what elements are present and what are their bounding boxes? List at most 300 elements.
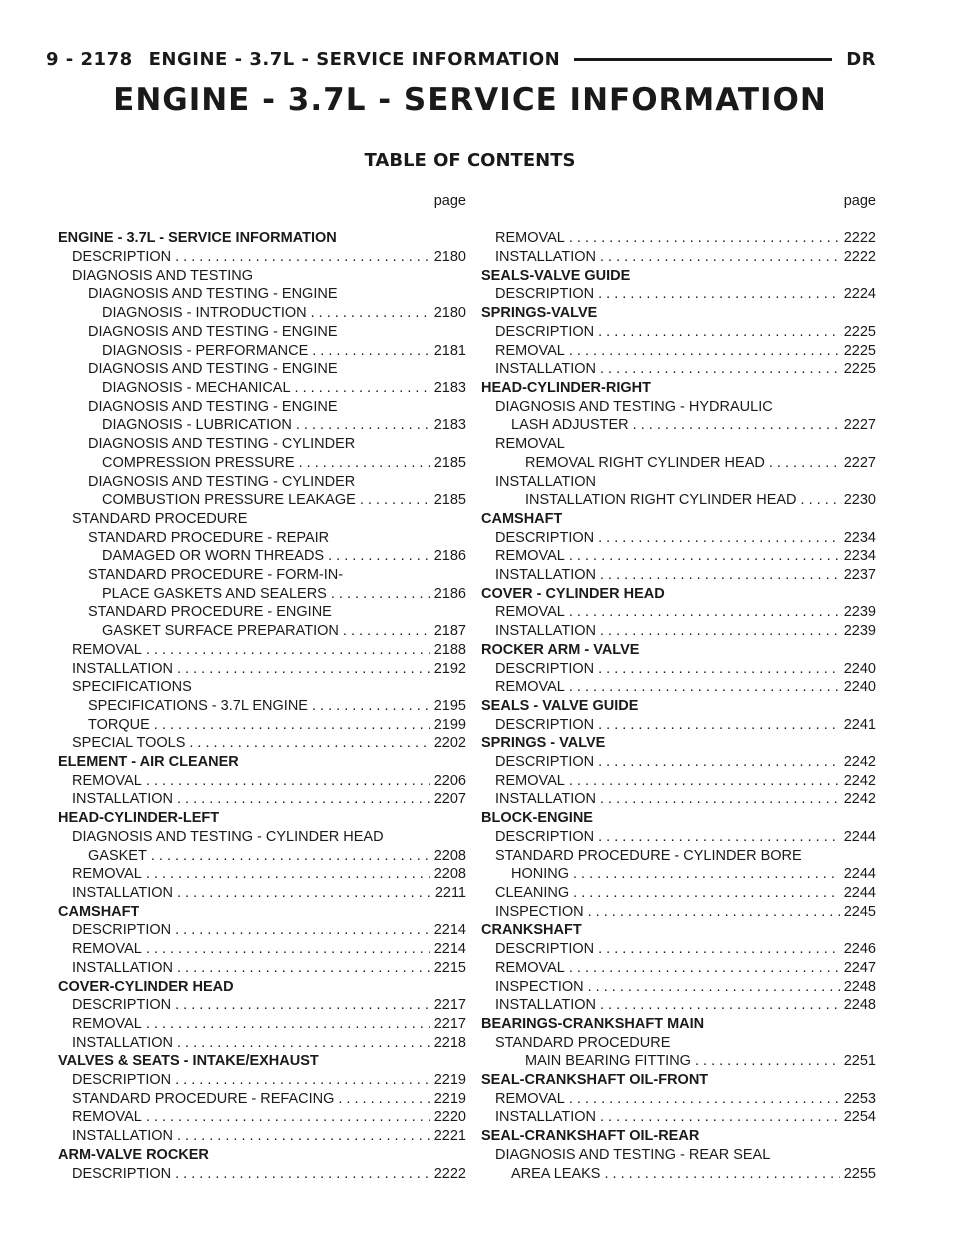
toc-entry[interactable] <box>481 978 876 997</box>
toc-entry-title: STANDARD PROCEDURE - ENGINE <box>88 604 332 621</box>
toc-entry[interactable] <box>481 547 876 566</box>
toc-entry-page: 2224 <box>843 286 876 303</box>
toc-entry-page: 2225 <box>843 323 876 340</box>
toc-entry[interactable] <box>481 435 876 454</box>
toc-entry[interactable] <box>58 603 466 622</box>
toc-entry-page: 2244 <box>843 884 876 901</box>
toc-entry-title: STANDARD PROCEDURE - FORM-IN- <box>88 567 344 584</box>
toc-entry-title: MAIN BEARING FITTING <box>525 1053 691 1070</box>
toc-left-list <box>58 229 466 1183</box>
toc-entry-title: DIAGNOSIS AND TESTING - CYLINDER HEAD <box>72 828 384 845</box>
toc-entry-page: 2251 <box>843 1053 876 1070</box>
toc-entry-title: AREA LEAKS <box>511 1165 601 1182</box>
toc-entry-title: REMOVAL <box>495 436 565 453</box>
toc-entry[interactable] <box>481 641 876 660</box>
toc-leader-dots <box>600 790 840 809</box>
toc-leader-dots <box>600 360 840 379</box>
toc-entry-page: 2215 <box>433 959 466 976</box>
toc-entry[interactable] <box>58 323 466 342</box>
page-column-label: page <box>843 193 876 209</box>
toc-entry-title: DESCRIPTION <box>72 1165 172 1182</box>
toc-leader-dots <box>604 1165 839 1184</box>
toc-entry[interactable] <box>58 921 466 940</box>
toc-entry-page: 2254 <box>843 1109 876 1126</box>
toc-entry-title: REMOVAL <box>495 772 565 789</box>
toc-entry[interactable] <box>58 342 466 361</box>
toc-leader-dots <box>695 1052 840 1071</box>
toc-entry[interactable] <box>481 734 876 753</box>
toc-entry[interactable] <box>481 678 876 697</box>
toc-entry-title: DESCRIPTION <box>72 1072 172 1089</box>
toc-entry-title: DESCRIPTION <box>495 323 595 340</box>
toc-entry-page: 2219 <box>433 1090 466 1107</box>
toc-leader-dots <box>598 940 840 959</box>
toc-entry[interactable] <box>58 678 466 697</box>
toc-entry-title: SEAL-CRANKSHAFT OIL-REAR <box>481 1128 700 1145</box>
toc-entry-page: 2225 <box>843 342 876 359</box>
toc-entry[interactable] <box>481 267 876 286</box>
toc-entry[interactable] <box>481 1034 876 1053</box>
toc-entry[interactable] <box>58 1071 466 1090</box>
toc-entry-page: 2188 <box>433 641 466 658</box>
toc-leader-dots <box>189 734 429 753</box>
toc-leader-dots <box>175 921 430 940</box>
toc-entry-title: ROCKER ARM - VALVE <box>481 641 640 658</box>
toc-leader-dots <box>569 229 840 248</box>
toc-entry-title: REMOVAL <box>495 230 565 247</box>
toc-leader-dots <box>600 996 840 1015</box>
toc-entry[interactable] <box>481 1146 876 1165</box>
toc-entry-page: 2208 <box>433 866 466 883</box>
toc-entry[interactable] <box>481 1108 876 1127</box>
toc-leader-dots <box>569 603 840 622</box>
toc-entry-title: INSTALLATION <box>72 884 173 901</box>
toc-entry-page: 2242 <box>843 754 876 771</box>
toc-entry-page: 2222 <box>843 249 876 266</box>
toc-entry[interactable] <box>58 697 466 716</box>
toc-entry-page: 2180 <box>433 249 466 266</box>
toc-entry-title: SPRINGS - VALVE <box>481 735 606 752</box>
toc-entry-page: 2225 <box>843 361 876 378</box>
header-rule <box>574 58 832 61</box>
toc-entry-title: CAMSHAFT <box>481 510 563 527</box>
toc-entry[interactable] <box>481 697 876 716</box>
toc-entry-page: 2208 <box>433 847 466 864</box>
toc-entry[interactable] <box>481 660 876 679</box>
toc-entry[interactable] <box>58 529 466 548</box>
toc-entry-page: 2214 <box>433 941 466 958</box>
toc-entry-title: REMOVAL <box>72 772 142 789</box>
toc-entry-page: 2185 <box>433 492 466 509</box>
toc-entry-title: DESCRIPTION <box>495 660 595 677</box>
toc-entry-title: STANDARD PROCEDURE <box>495 1034 671 1051</box>
toc-entry-page: 2211 <box>434 884 466 901</box>
header-page-number: 9 - 2178 <box>46 48 133 70</box>
toc-entry[interactable] <box>58 566 466 585</box>
toc-entry[interactable] <box>481 304 876 323</box>
toc-entry-title: STANDARD PROCEDURE - REPAIR <box>88 529 330 546</box>
toc-entry-title: DIAGNOSIS AND TESTING - ENGINE <box>88 286 338 303</box>
toc-entry[interactable] <box>58 435 466 454</box>
toc-entry-title: STANDARD PROCEDURE <box>72 510 248 527</box>
toc-leader-dots <box>600 566 840 585</box>
toc-entry-title: CRANKSHAFT <box>481 922 582 939</box>
toc-entry-page: 2239 <box>843 604 876 621</box>
toc-entry[interactable] <box>481 491 876 510</box>
toc-entry[interactable] <box>481 360 876 379</box>
toc-leader-dots <box>598 285 840 304</box>
toc-entry[interactable] <box>481 1071 876 1090</box>
toc-entry-title: REMOVAL <box>495 604 565 621</box>
toc-entry-title: STANDARD PROCEDURE - REFACING <box>72 1090 335 1107</box>
toc-entry-page: 2181 <box>433 342 466 359</box>
toc-leader-dots <box>312 697 430 716</box>
toc-entry[interactable] <box>481 603 876 622</box>
toc-entry[interactable] <box>481 416 876 435</box>
toc-entry-page: 2202 <box>433 735 466 752</box>
toc-entry[interactable] <box>58 248 466 267</box>
toc-entry[interactable] <box>58 996 466 1015</box>
toc-leader-dots <box>177 790 430 809</box>
toc-leader-dots <box>598 660 840 679</box>
toc-entry[interactable] <box>481 996 876 1015</box>
toc-entry-title: DAMAGED OR WORN THREADS <box>102 548 325 565</box>
toc-entry-title: COMPRESSION PRESSURE <box>102 454 295 471</box>
toc-leader-dots <box>588 903 840 922</box>
toc-entry-title: REMOVAL <box>72 1109 142 1126</box>
toc-entry-page: 2185 <box>433 454 466 471</box>
toc-entry-title: DESCRIPTION <box>495 529 595 546</box>
toc-entry-title: ELEMENT - AIR CLEANER <box>58 754 239 771</box>
toc-entry[interactable] <box>58 903 466 922</box>
toc-entry[interactable] <box>58 809 466 828</box>
toc-entry-title: CLEANING <box>495 884 570 901</box>
toc-entry[interactable] <box>58 641 466 660</box>
toc-entry[interactable] <box>58 978 466 997</box>
toc-right-list <box>481 229 876 1183</box>
toc-leader-dots <box>146 772 430 791</box>
toc-leader-dots <box>175 248 430 267</box>
toc-entry-title: DIAGNOSIS AND TESTING - CYLINDER <box>88 436 356 453</box>
toc-entry[interactable] <box>481 566 876 585</box>
toc-leader-dots <box>801 491 840 510</box>
toc-entry-page: 2255 <box>843 1165 876 1182</box>
toc-entry-title: DESCRIPTION <box>495 716 595 733</box>
toc-entry-page: 2221 <box>433 1128 466 1145</box>
toc-entry[interactable] <box>481 865 876 884</box>
toc-entry-title: HEAD-CYLINDER-LEFT <box>58 810 220 827</box>
toc-leader-dots <box>769 454 840 473</box>
toc-entry-title: PLACE GASKETS AND SEALERS <box>102 585 327 602</box>
toc-entry[interactable] <box>58 1090 466 1109</box>
toc-entry[interactable] <box>58 285 466 304</box>
toc-entry[interactable] <box>481 454 876 473</box>
toc-entry[interactable] <box>58 585 466 604</box>
toc-entry[interactable] <box>481 921 876 940</box>
toc-entry[interactable] <box>58 360 466 379</box>
toc-leader-dots <box>146 641 430 660</box>
toc-entry[interactable] <box>58 790 466 809</box>
toc-entry[interactable] <box>481 529 876 548</box>
toc-leader-dots <box>569 547 840 566</box>
toc-entry[interactable] <box>481 473 876 492</box>
toc-entry-title: DIAGNOSIS - LUBRICATION <box>102 417 292 434</box>
toc-entry-title: SPECIFICATIONS <box>72 679 192 696</box>
toc-entry[interactable] <box>58 1127 466 1146</box>
toc-leader-dots <box>588 978 840 997</box>
header-title: ENGINE - 3.7L - SERVICE INFORMATION <box>148 48 561 70</box>
toc-entry-title: BEARINGS-CRANKSHAFT MAIN <box>481 1015 705 1032</box>
toc-entry[interactable] <box>481 510 876 529</box>
toc-entry[interactable] <box>481 828 876 847</box>
toc-entry-page: 2244 <box>843 866 876 883</box>
toc-entry-title: ENGINE - 3.7L - SERVICE INFORMATION <box>58 230 337 247</box>
toc-leader-dots <box>569 959 840 978</box>
toc-entry-title: STANDARD PROCEDURE - CYLINDER BORE <box>495 847 802 864</box>
toc-leader-dots <box>569 678 840 697</box>
toc-entry[interactable] <box>481 285 876 304</box>
toc-entry-title: INSTALLATION <box>495 473 596 490</box>
toc-entry[interactable] <box>481 585 876 604</box>
toc-entry-title: INSTALLATION RIGHT CYLINDER HEAD <box>525 492 797 509</box>
toc-entry-title: INSTALLATION <box>495 249 596 266</box>
toc-entry[interactable] <box>481 1015 876 1034</box>
toc-leader-dots <box>598 529 840 548</box>
toc-entry-page: 2186 <box>433 585 466 602</box>
toc-heading: TABLE OF CONTENTS <box>364 150 576 171</box>
toc-entry-page: 2239 <box>843 623 876 640</box>
toc-entry-page: 2195 <box>433 697 466 714</box>
toc-entry[interactable] <box>58 622 466 641</box>
toc-entry-page: 2241 <box>843 716 876 733</box>
toc-entry[interactable] <box>481 248 876 267</box>
toc-entry[interactable] <box>481 342 876 361</box>
toc-entry-page: 2192 <box>433 660 466 677</box>
toc-entry[interactable] <box>481 1127 876 1146</box>
toc-entry[interactable] <box>58 716 466 735</box>
toc-leader-dots <box>569 342 840 361</box>
toc-entry-title: ARM-VALVE ROCKER <box>58 1146 209 1163</box>
toc-entry-page: 2227 <box>843 454 876 471</box>
toc-entry[interactable] <box>58 847 466 866</box>
toc-entry-title: HEAD-CYLINDER-RIGHT <box>481 380 651 396</box>
toc-entry-page: 2186 <box>433 548 466 565</box>
toc-entry[interactable] <box>58 734 466 753</box>
toc-leader-dots <box>177 1034 430 1053</box>
toc-entry-title: HONING <box>511 866 569 883</box>
toc-entry-page: 2234 <box>843 529 876 546</box>
toc-entry-page: 2246 <box>843 941 876 958</box>
toc-entry[interactable] <box>58 473 466 492</box>
toc-entry-title: INSTALLATION <box>495 567 596 584</box>
toc-entry[interactable] <box>481 323 876 342</box>
toc-leader-dots <box>600 622 840 641</box>
toc-entry[interactable] <box>481 772 876 791</box>
toc-entry[interactable] <box>58 454 466 473</box>
toc-entry[interactable] <box>58 1146 466 1165</box>
toc-entry-title: INSTALLATION <box>72 791 173 808</box>
toc-entry-page: 2220 <box>433 1109 466 1126</box>
toc-entry-title: DIAGNOSIS AND TESTING - ENGINE <box>88 361 338 378</box>
toc-entry[interactable] <box>58 398 466 417</box>
toc-leader-dots <box>154 716 430 735</box>
toc-entry[interactable] <box>481 622 876 641</box>
toc-entry[interactable] <box>481 398 876 417</box>
toc-entry-title: TORQUE <box>88 716 150 733</box>
toc-entry[interactable] <box>481 847 876 866</box>
toc-entry-title: REMOVAL <box>495 548 565 565</box>
toc-entry-title: INSTALLATION <box>495 997 596 1014</box>
toc-entry-title: INSTALLATION <box>72 959 173 976</box>
toc-leader-dots <box>177 660 430 679</box>
toc-entry-title: SPECIAL TOOLS <box>72 735 186 752</box>
page-column-label: page <box>433 193 466 209</box>
toc-entry-title: DESCRIPTION <box>72 922 172 939</box>
toc-leader-dots <box>360 491 430 510</box>
toc-entry-title: DESCRIPTION <box>72 249 172 266</box>
toc-left-column <box>58 192 466 1183</box>
toc-entry[interactable] <box>481 1090 876 1109</box>
toc-entry[interactable] <box>58 753 466 772</box>
toc-entry-page: 2227 <box>843 417 876 434</box>
toc-leader-dots <box>600 1108 840 1127</box>
toc-entry-title: CAMSHAFT <box>58 903 140 920</box>
toc-leader-dots <box>175 1165 430 1184</box>
toc-leader-dots <box>146 940 430 959</box>
toc-entry[interactable] <box>481 1052 876 1071</box>
toc-entry[interactable] <box>481 809 876 828</box>
toc-entry-page: 2222 <box>433 1165 466 1182</box>
header-code: DR <box>846 48 876 70</box>
toc-entry[interactable] <box>481 716 876 735</box>
toc-leader-dots <box>569 772 840 791</box>
toc-leader-dots <box>633 416 840 435</box>
toc-entry-title: COVER - CYLINDER HEAD <box>481 585 665 602</box>
toc-entry[interactable] <box>58 940 466 959</box>
toc-entry-page: 2214 <box>433 922 466 939</box>
toc-entry-page: 2247 <box>843 959 876 976</box>
toc-entry[interactable] <box>58 884 466 903</box>
toc-entry-page: 2219 <box>433 1072 466 1089</box>
toc-entry[interactable] <box>58 416 466 435</box>
toc-entry-title: DIAGNOSIS AND TESTING - CYLINDER <box>88 473 356 490</box>
toc-entry[interactable] <box>58 491 466 510</box>
toc-leader-dots <box>312 342 429 361</box>
toc-leader-dots <box>177 884 431 903</box>
toc-entry-page: 2245 <box>843 903 876 920</box>
toc-entry-title: INSPECTION <box>495 978 584 995</box>
toc-entry[interactable] <box>58 1034 466 1053</box>
toc-entry-page: 2207 <box>433 791 466 808</box>
toc-entry-title: SEAL-CRANKSHAFT OIL-FRONT <box>481 1072 709 1089</box>
document-title: ENGINE - 3.7L - SERVICE INFORMATION <box>113 82 827 118</box>
toc-entry[interactable] <box>481 884 876 903</box>
toc-entry[interactable] <box>58 865 466 884</box>
toc-entry[interactable] <box>58 1015 466 1034</box>
toc-entry[interactable] <box>481 229 876 248</box>
toc-right-column <box>481 192 876 1183</box>
toc-leader-dots <box>598 323 840 342</box>
toc-entry-title: DIAGNOSIS AND TESTING <box>72 267 254 284</box>
toc-entry-title: GASKET SURFACE PREPARATION <box>102 623 339 640</box>
toc-entry[interactable] <box>58 547 466 566</box>
toc-entry-title: REMOVAL <box>72 941 142 958</box>
toc-entry[interactable] <box>481 1165 876 1184</box>
toc-entry-title: SEALS - VALVE GUIDE <box>481 697 639 714</box>
toc-entry[interactable] <box>58 267 466 286</box>
toc-entry-page: 2180 <box>433 305 466 322</box>
toc-entry-title: INSTALLATION <box>495 361 596 378</box>
toc-entry-title: REMOVAL <box>495 959 565 976</box>
toc-entry-title: REMOVAL <box>72 1015 142 1032</box>
toc-entry-title: DIAGNOSIS AND TESTING - ENGINE <box>88 323 338 340</box>
toc-entry-page: 2222 <box>843 230 876 247</box>
toc-leader-dots <box>175 996 430 1015</box>
toc-entry[interactable] <box>58 1165 466 1184</box>
toc-entry[interactable] <box>481 379 876 398</box>
toc-entry-page: 2206 <box>433 772 466 789</box>
toc-entry[interactable] <box>58 772 466 791</box>
toc-entry[interactable] <box>58 1052 466 1071</box>
toc-leader-dots <box>598 753 840 772</box>
toc-leader-dots <box>151 847 430 866</box>
toc-entry-title: DIAGNOSIS - MECHANICAL <box>102 380 291 396</box>
toc-entry-title: VALVES & SEATS - INTAKE/EXHAUST <box>58 1053 319 1070</box>
toc-entry-title: REMOVAL <box>495 342 565 359</box>
toc-entry[interactable] <box>481 753 876 772</box>
toc-entry[interactable] <box>58 1108 466 1127</box>
toc-entry-title: COVER-CYLINDER HEAD <box>58 978 234 995</box>
toc-entry-title: BLOCK-ENGINE <box>481 810 593 827</box>
toc-entry-page: 2217 <box>433 1015 466 1032</box>
toc-leader-dots <box>598 716 840 735</box>
toc-entry-page: 2234 <box>843 548 876 565</box>
toc-entry[interactable] <box>481 903 876 922</box>
toc-entry[interactable] <box>58 510 466 529</box>
toc-entry[interactable] <box>58 959 466 978</box>
toc-entry-page: 2242 <box>843 791 876 808</box>
toc-entry-title: DESCRIPTION <box>72 997 172 1014</box>
toc-leader-dots <box>569 1090 840 1109</box>
toc-entry[interactable] <box>58 828 466 847</box>
toc-entry-page: 2240 <box>843 679 876 696</box>
toc-entry-title: SEALS-VALVE GUIDE <box>481 267 631 284</box>
toc-entry-page: 2218 <box>433 1034 466 1051</box>
toc-entry-title: REMOVAL <box>72 641 142 658</box>
toc-entry[interactable] <box>481 940 876 959</box>
toc-leader-dots <box>311 304 430 323</box>
toc-entry-title: INSTALLATION <box>72 660 173 677</box>
toc-entry[interactable] <box>58 379 466 398</box>
toc-entry-title: INSTALLATION <box>495 1109 596 1126</box>
toc-entry[interactable] <box>58 229 466 248</box>
toc-entry-title: LASH ADJUSTER <box>511 417 629 434</box>
toc-entry[interactable] <box>58 660 466 679</box>
toc-entry-title: REMOVAL <box>72 866 142 883</box>
toc-entry-title: DESCRIPTION <box>495 828 595 845</box>
toc-entry-page: 2183 <box>433 380 466 396</box>
toc-entry[interactable] <box>58 304 466 323</box>
toc-entry-page: 2183 <box>433 417 466 434</box>
toc-leader-dots <box>177 1127 430 1146</box>
toc-entry-title: DESCRIPTION <box>495 754 595 771</box>
toc-leader-dots <box>177 959 430 978</box>
toc-entry[interactable] <box>481 959 876 978</box>
toc-entry-title: DESCRIPTION <box>495 941 595 958</box>
toc-entry[interactable] <box>481 790 876 809</box>
toc-entry-page: 2199 <box>433 716 466 733</box>
toc-leader-dots <box>296 416 430 435</box>
